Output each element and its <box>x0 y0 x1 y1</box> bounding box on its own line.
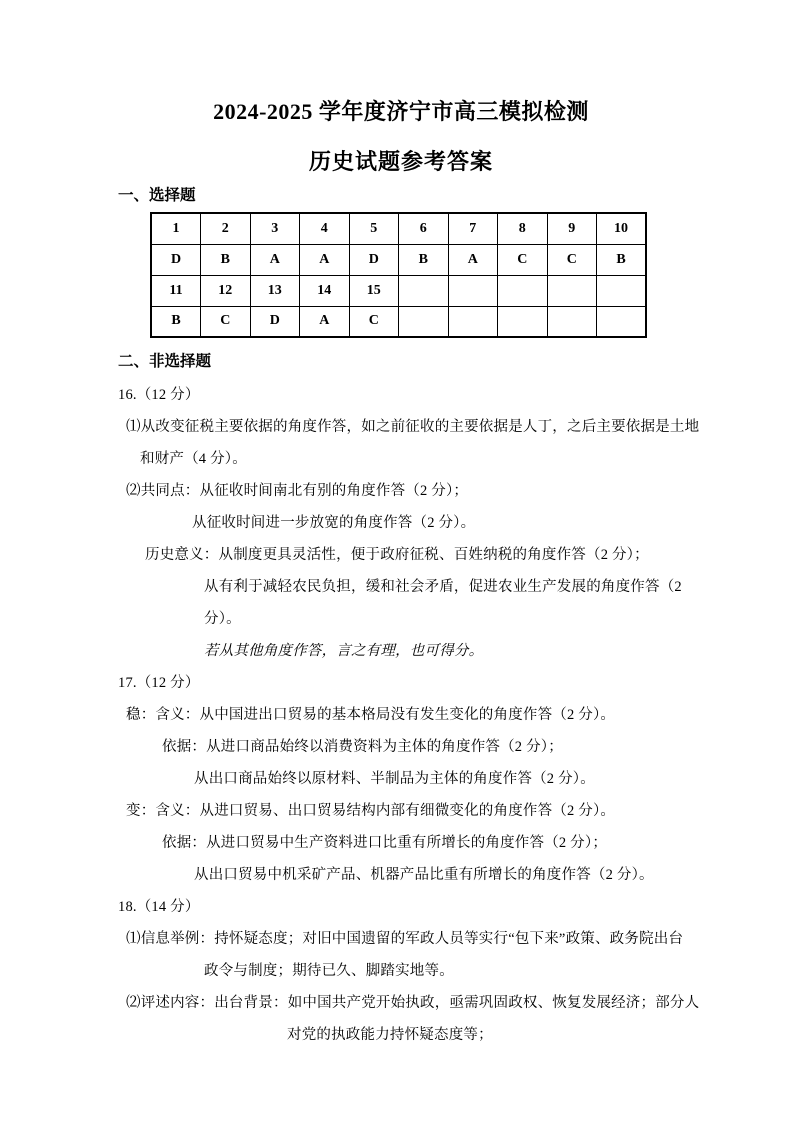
mc-empty-cell <box>399 306 449 337</box>
answer-line: 从出口商品始终以原材料、半制品为主体的角度作答（2 分）。 <box>194 771 595 787</box>
answer-line: 从有利于减轻农民负担，缓和社会矛盾，促进农业生产发展的角度作答（2 <box>204 579 682 595</box>
answer-line: 历史意义：从制度更具灵活性，便于政府征税、百姓纳税的角度作答（2 分）； <box>145 547 649 563</box>
mc-answer-cell: B <box>399 244 449 275</box>
mc-answer-cell: D <box>151 244 201 275</box>
table-row-answers-11-15 <box>151 306 646 337</box>
mc-answer-cell: C <box>547 244 597 275</box>
mc-answer-cell: A <box>300 244 350 275</box>
mc-question-cell: 1 <box>151 213 201 244</box>
mc-answer-cell: C <box>498 244 548 275</box>
answer-line: 对党的执政能力持怀疑态度等； <box>287 1027 493 1043</box>
mc-question-cell: 10 <box>597 213 647 244</box>
mc-empty-cell <box>448 275 498 306</box>
mc-answer-cell: B <box>597 244 647 275</box>
answer-line: ⑵共同点：从征收时间南北有别的角度作答（2 分）； <box>126 483 469 499</box>
question-17-header: 17.（12 分） <box>118 675 200 691</box>
mc-question-cell: 2 <box>201 213 251 244</box>
answer-line: 依据：从进口贸易中生产资料进口比重有所增长的角度作答（2 分）； <box>162 835 608 851</box>
document-title: 2024-2025 学年度济宁市高三模拟检测 <box>213 99 589 124</box>
answer-line: 变：含义：从进口贸易、出口贸易结构内部有细微变化的角度作答（2 分）。 <box>126 803 616 819</box>
table-row-question-numbers-1-10 <box>151 213 646 244</box>
section-heading-non-multiple-choice: 二、非选择题 <box>118 353 212 370</box>
question-18-header: 18.（14 分） <box>118 899 200 915</box>
mc-question-cell: 9 <box>547 213 597 244</box>
multiple-choice-answer-table <box>150 212 647 338</box>
mc-empty-cell <box>547 275 597 306</box>
mc-empty-cell <box>547 306 597 337</box>
mc-question-cell: 13 <box>250 275 300 306</box>
section-heading-multiple-choice: 一、选择题 <box>118 187 196 204</box>
mc-question-cell: 8 <box>498 213 548 244</box>
mc-question-cell: 11 <box>151 275 201 306</box>
mc-question-cell: 4 <box>300 213 350 244</box>
mc-empty-cell <box>399 275 449 306</box>
document-subtitle: 历史试题参考答案 <box>308 149 493 174</box>
mc-answer-cell: D <box>349 244 399 275</box>
mc-answer-cell: B <box>201 244 251 275</box>
answer-line: 分）。 <box>204 611 241 627</box>
answer-line: ⑵评述内容：出台背景：如中国共产党开始执政，亟需巩固政权、恢复发展经济；部分人 <box>126 995 700 1011</box>
mc-answer-cell: A <box>300 306 350 337</box>
mc-question-cell: 14 <box>300 275 350 306</box>
answer-line: 和财产（4 分）。 <box>140 451 247 467</box>
mc-empty-cell <box>498 306 548 337</box>
mc-answer-cell: A <box>250 244 300 275</box>
mc-answer-cell: B <box>151 306 201 337</box>
mc-question-cell: 15 <box>349 275 399 306</box>
mc-empty-cell <box>597 306 647 337</box>
answer-line: 依据：从进口商品始终以消费资料为主体的角度作答（2 分）； <box>162 739 563 755</box>
mc-question-cell: 7 <box>448 213 498 244</box>
mc-empty-cell <box>448 306 498 337</box>
mc-answer-cell: D <box>250 306 300 337</box>
answer-line: ⑴信息举例：持怀疑态度；对旧中国遗留的军政人员等实行“包下来”政策、政务院出台 <box>126 931 684 947</box>
mc-question-cell: 5 <box>349 213 399 244</box>
mc-empty-cell <box>597 275 647 306</box>
table-row-question-numbers-11-15 <box>151 275 646 306</box>
grading-note-line: 若从其他角度作答，言之有理，也可得分。 <box>204 643 484 659</box>
mc-question-cell: 12 <box>201 275 251 306</box>
mc-question-cell: 3 <box>250 213 300 244</box>
mc-answer-cell: A <box>448 244 498 275</box>
mc-answer-cell: C <box>201 306 251 337</box>
mc-empty-cell <box>498 275 548 306</box>
answer-line: ⑴从改变征税主要依据的角度作答，如之前征收的主要依据是人丁，之后主要依据是土地 <box>126 419 700 435</box>
answer-line: 稳：含义：从中国进出口贸易的基本格局没有发生变化的角度作答（2 分）。 <box>126 707 616 723</box>
table-row-answers-1-10 <box>151 244 646 275</box>
essay-answers-block <box>118 379 700 1051</box>
answer-line: 从征收时间进一步放宽的角度作答（2 分）。 <box>192 515 476 531</box>
answer-line: 从出口贸易中机采矿产品、机器产品比重有所增长的角度作答（2 分）。 <box>194 867 654 883</box>
mc-question-cell: 6 <box>399 213 449 244</box>
mc-answer-cell: C <box>349 306 399 337</box>
answer-line: 政令与制度；期待已久、脚踏实地等。 <box>204 963 454 979</box>
question-16-header: 16.（12 分） <box>118 387 200 403</box>
